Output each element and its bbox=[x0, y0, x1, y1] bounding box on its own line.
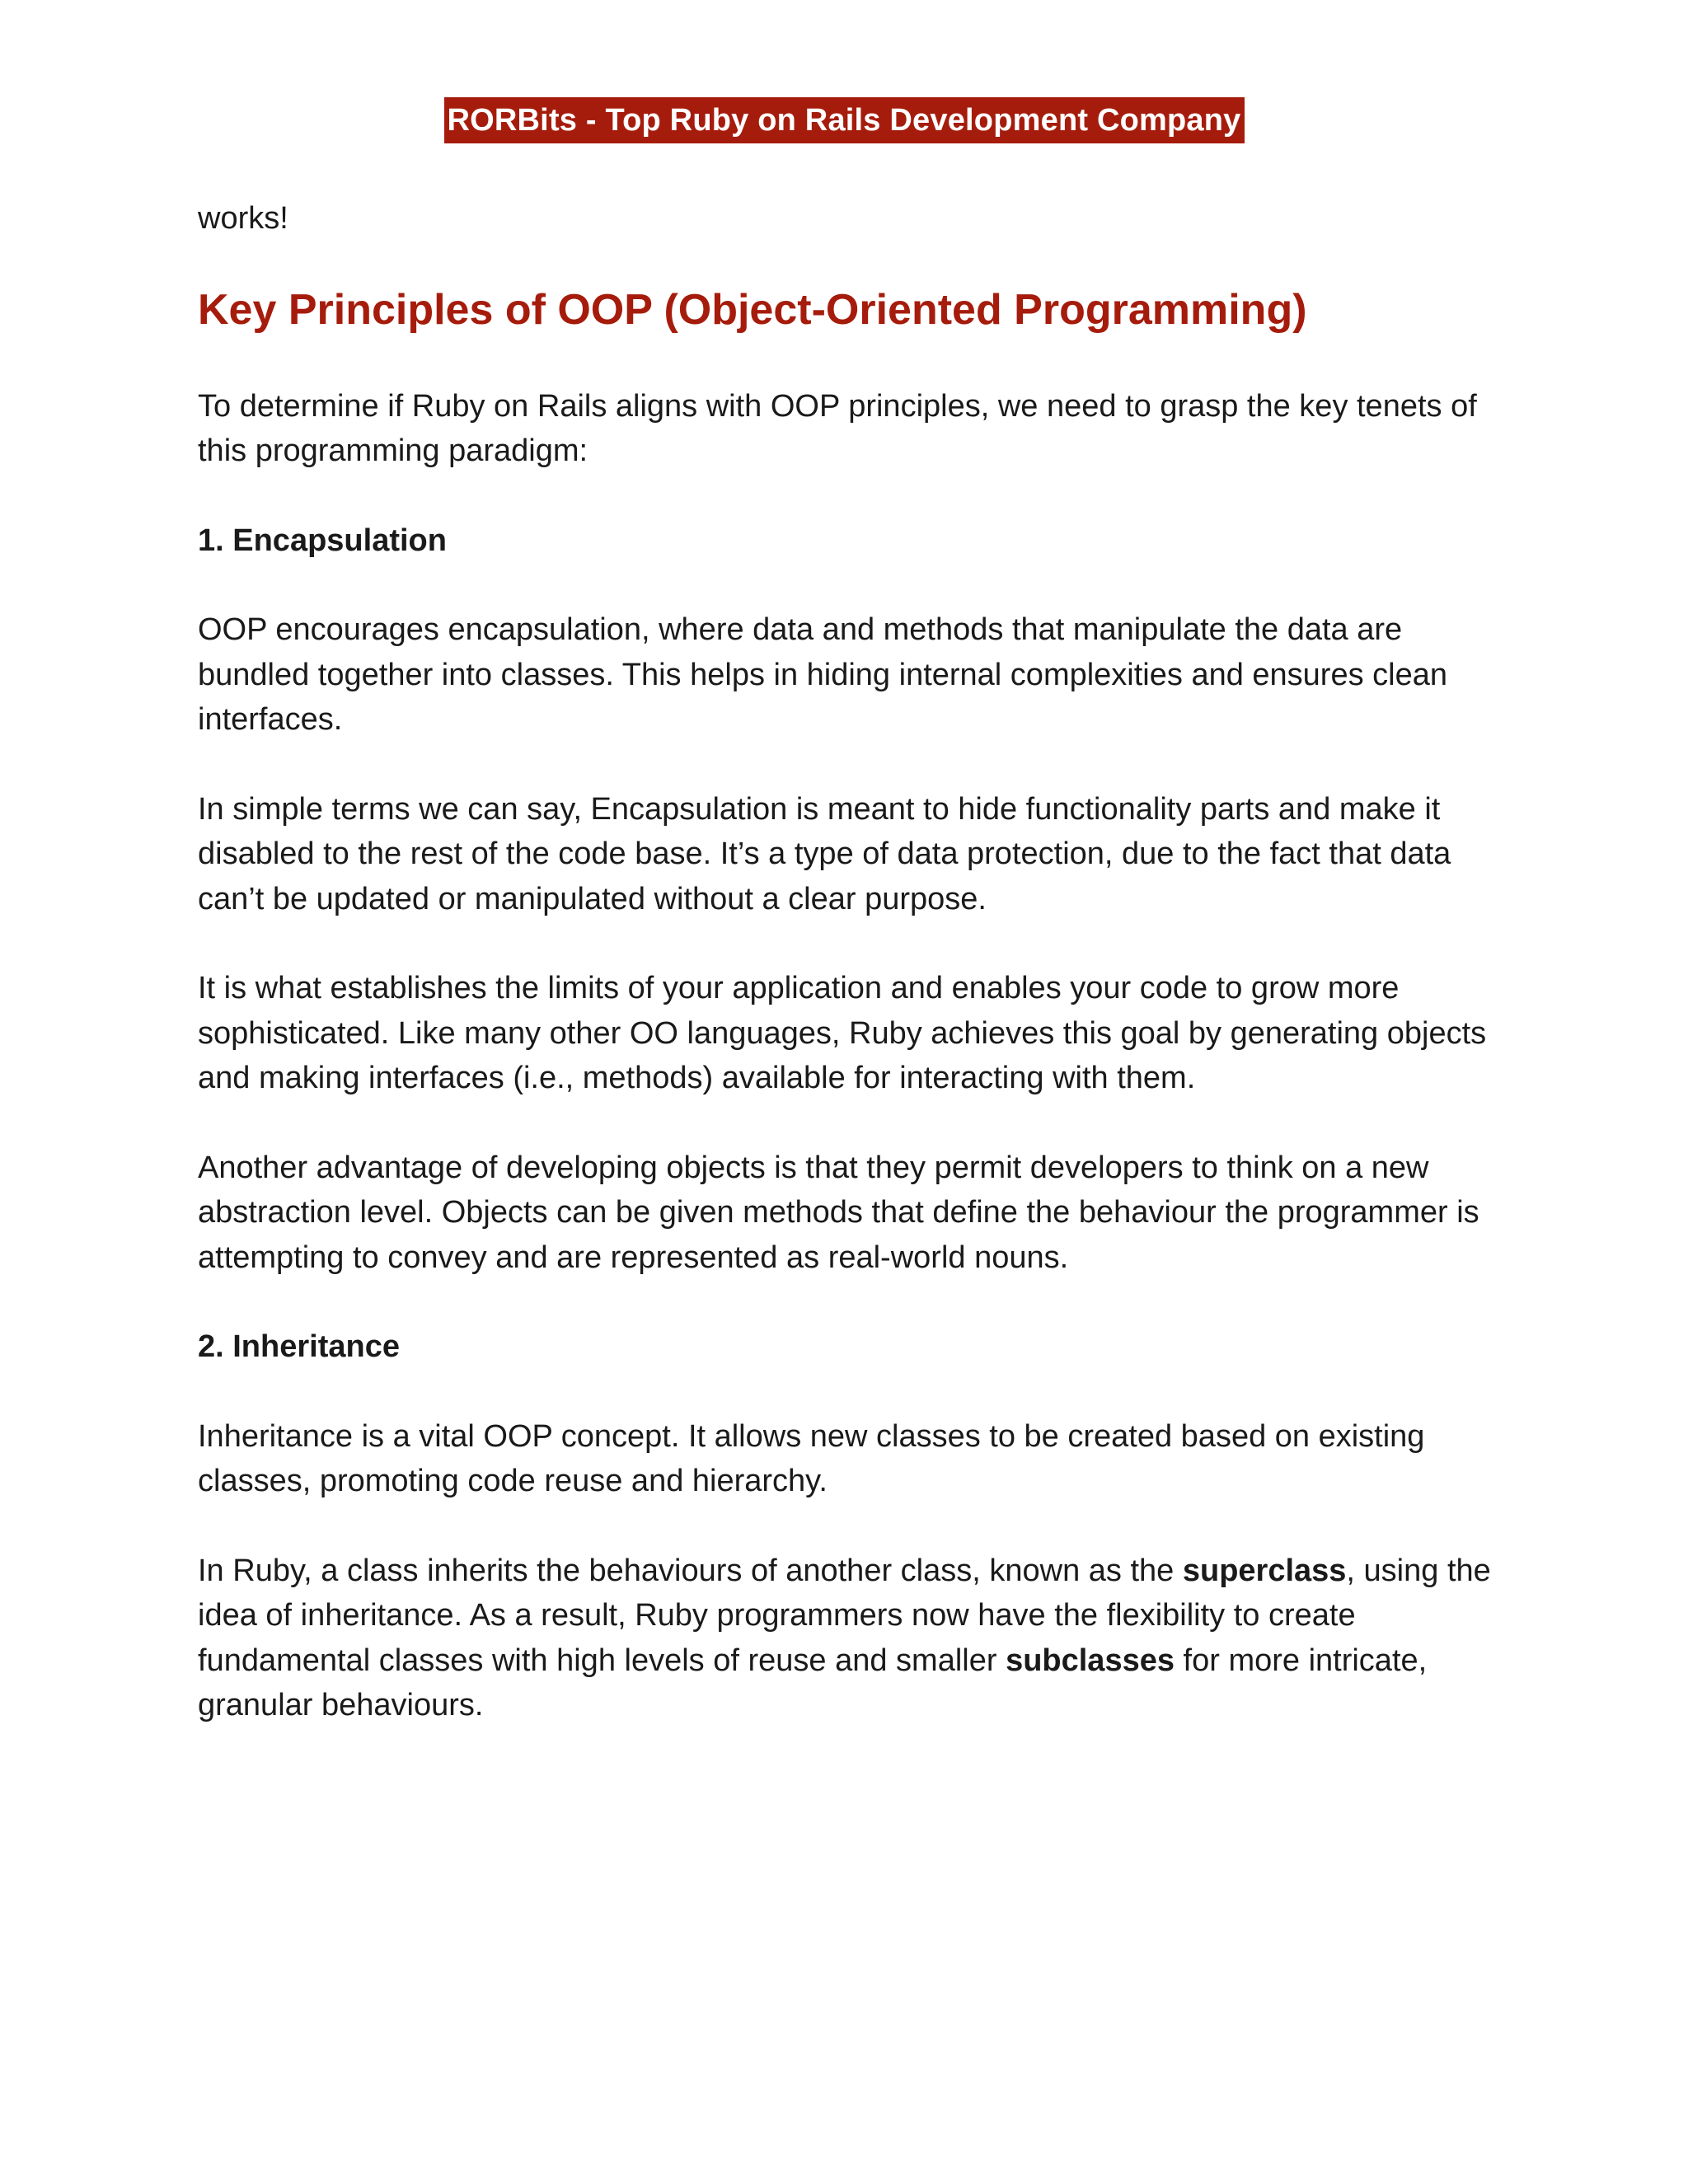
inheritance-text-part3: for more intricate, granular behaviours. bbox=[198, 1643, 1428, 1722]
page-header bbox=[0, 97, 1688, 143]
encapsulation-paragraph-4: Another advantage of developing objects is that they permit developers to think on a new abstraction level. Objects can be given methods that define the behaviour the programmer is attempting to convey and are represented as real-world nouns. bbox=[198, 1150, 1479, 1275]
inheritance-text-part1: In Ruby, a class inherits the behaviours of another class, known as the bbox=[198, 1553, 1183, 1588]
encapsulation-paragraph-1: OOP encourages encapsulation, where data and methods that manipulate the data are bundled together into classes. This helps in hiding internal complexities and ensures clean interfaces. bbox=[198, 612, 1447, 737]
document-body bbox=[198, 196, 1500, 1728]
encapsulation-heading: 1. Encapsulation bbox=[198, 523, 447, 558]
superclass-term: superclass bbox=[1182, 1553, 1347, 1588]
encapsulation-paragraph-3: It is what establishes the limits of your application and enables your code to grow more sophisticated. Like many other OO languages, Ruby achieves this goal by generating objects and making interfaces (i.e., methods) available for interacting with them. bbox=[198, 971, 1487, 1095]
inheritance-paragraph-1: Inheritance is a vital OOP concept. It allows new classes to be created based on existing classes, promoting code reuse and hierarchy. bbox=[198, 1418, 1425, 1498]
intro-paragraph: To determine if Ruby on Rails aligns with OOP principles, we need to grasp the key tenets of this programming paradigm: bbox=[198, 388, 1477, 468]
subclasses-term: subclasses bbox=[1006, 1643, 1175, 1678]
encapsulation-paragraph-2: In simple terms we can say, Encapsulation is meant to hide functionality parts and make it disabled to the rest of the code base. It’s a type of data protection, due to the fact that data can’t be updated or manipulated without a clear purpose. bbox=[198, 791, 1451, 916]
inheritance-paragraph-2 bbox=[198, 1549, 1500, 1728]
continuation-text: works! bbox=[198, 201, 288, 236]
section-title: Key Principles of OOP (Object-Oriented Programming) bbox=[198, 285, 1307, 334]
inheritance-heading: 2. Inheritance bbox=[198, 1329, 400, 1364]
inheritance-text-part2: , using the idea of inheritance. As a result, Ruby programmers now have the flexibility to create fundamental classes with high levels of reuse and smaller bbox=[198, 1553, 1491, 1678]
company-banner: RORBits - Top Ruby on Rails Development Company bbox=[444, 97, 1245, 143]
